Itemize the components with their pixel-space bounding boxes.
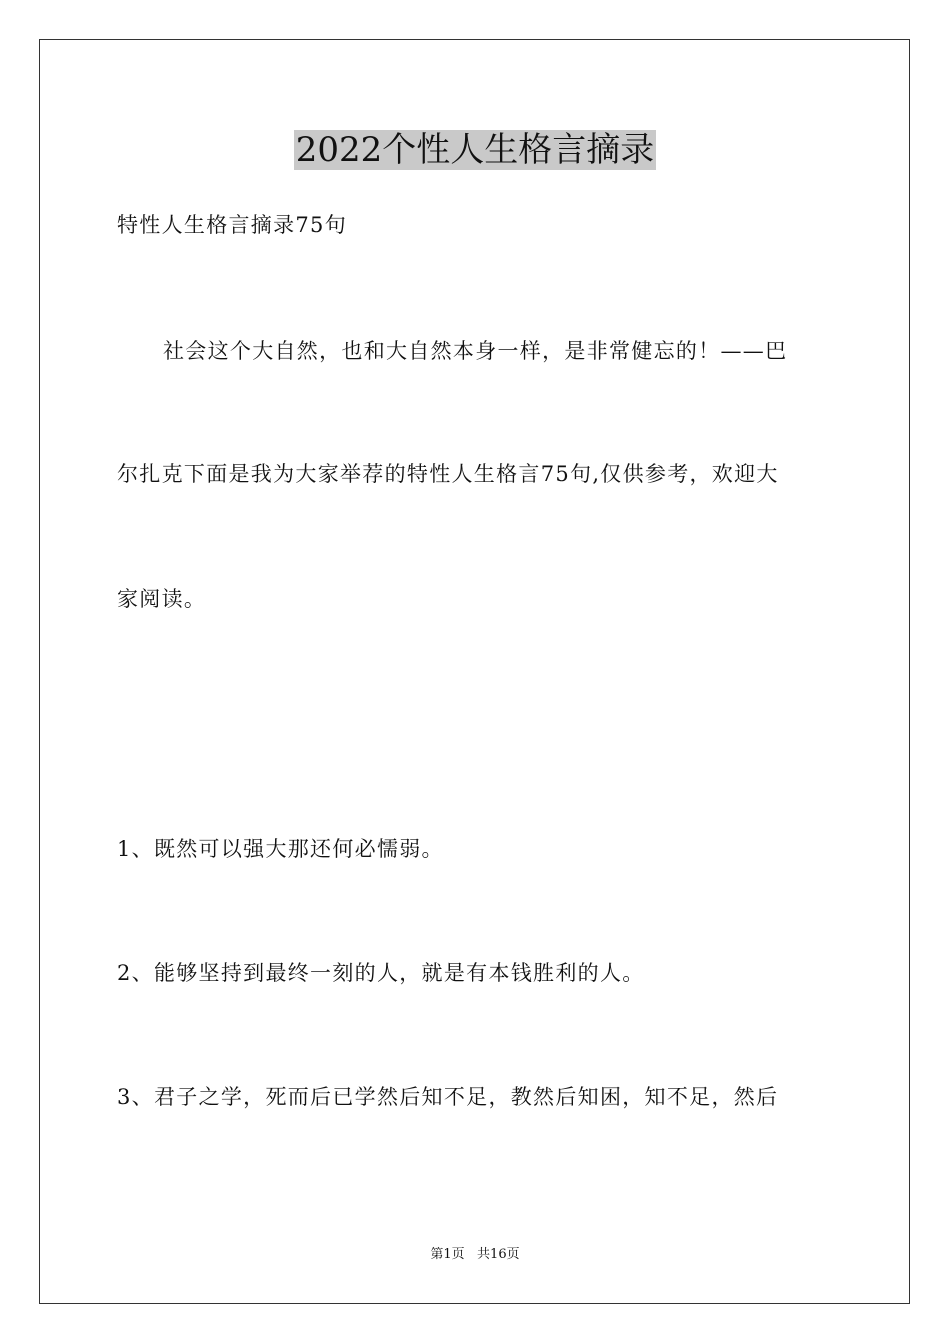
list-item-1: 1、既然可以强大那还何必懦弱。 bbox=[117, 837, 444, 861]
document-subtitle: 特性人生格言摘录75句 bbox=[117, 213, 348, 237]
page-footer: 第1页 共16页 bbox=[430, 1247, 520, 1262]
document-title-block bbox=[0, 128, 950, 172]
document-title: 2022个性人生格言摘录 bbox=[295, 130, 655, 170]
list-item-2: 2、能够坚持到最终一刻的人，就是有本钱胜利的人。 bbox=[117, 961, 645, 985]
list-item-3: 3、君子之学，死而后已学然后知不足，教然后知困，知不足，然后 bbox=[117, 1085, 779, 1109]
intro-line-3: 家阅读。 bbox=[117, 587, 207, 611]
intro-line-1: 社会这个大自然，也和大自然本身一样，是非常健忘的！——巴 bbox=[163, 339, 788, 363]
intro-line-2: 尔扎克下面是我为大家举荐的特性人生格言75句,仅供参考，欢迎大 bbox=[117, 462, 779, 486]
